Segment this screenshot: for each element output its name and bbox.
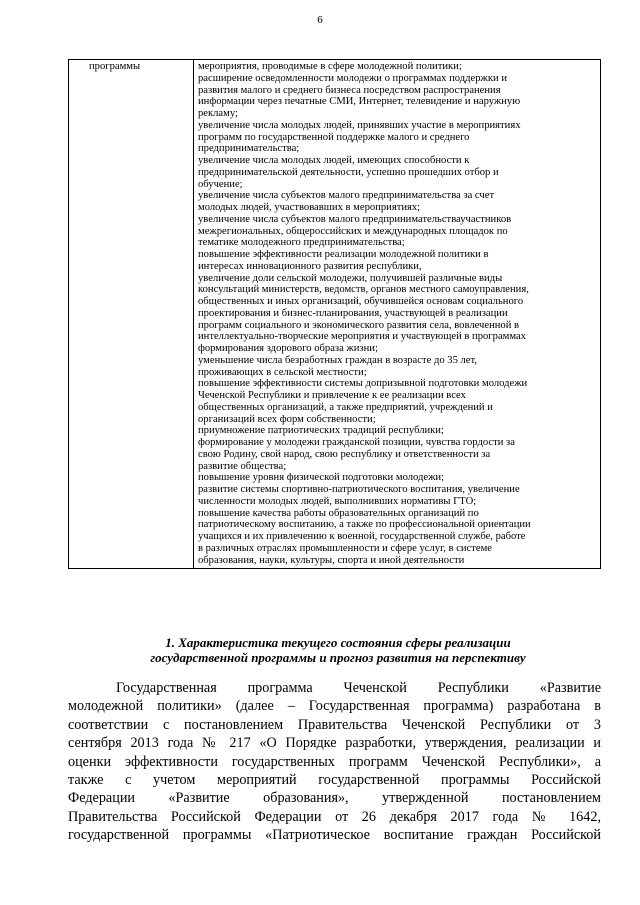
section-title-line: 1. Характеристика текущего состояния сферы реализации (165, 635, 511, 650)
body-line: Федерации «Развитие образования», утвержденной постановлением (68, 790, 601, 807)
body-line: Правительства Российской Федерации от 26 декабря 2017 года № 1642, (68, 808, 601, 825)
table-line: мероприятия, проводимые в сфере молодежной политики; (198, 61, 462, 72)
table-line: консультаций министерств, ведомств, органов местного самоуправления, (198, 284, 529, 296)
table-line: проживающих в сельской местности; (198, 366, 367, 378)
table-line: тематике молодежного предпринимательства; (198, 237, 405, 249)
table-line: увеличение числа субъектов малого предпринимательстваучастников (198, 213, 512, 225)
table-line: развития малого и среднего бизнеса посредством распространения (198, 84, 501, 96)
table-row (69, 60, 601, 569)
table-line: формирование у молодежи гражданской позиции, чувства гордости за (198, 437, 515, 448)
table-line: повышение эффективности системы допризывной подготовки молодежи (198, 378, 528, 390)
table-line: развитие системы спортивно-патриотического воспитания, увеличение (198, 484, 520, 495)
table-line: в различных отраслях промышленности и сфере услуг, в системе (198, 542, 493, 554)
table-line: предпринимательства; (198, 143, 300, 155)
body-line: молодежной политики» (далее – Государственная программа) разработана в (68, 698, 601, 715)
table-line: Чеченской Республики и привлечение к ее реализации всех (198, 390, 466, 401)
table-label-cell: программы (69, 60, 194, 569)
table-line: образования, науки, культуры, спорта и иной деятельности (198, 554, 465, 566)
table-content-cell (194, 60, 601, 569)
body-line: Государственная программа Чеченской Республики «Развитие (116, 680, 601, 696)
table-line: увеличение числа субъектов малого предпринимательства за счет (198, 190, 495, 202)
table-line: развитие общества; (198, 460, 287, 472)
table-line: формирования здорового образа жизни; (198, 343, 378, 354)
section-title (68, 635, 608, 665)
body-paragraph (68, 679, 601, 845)
table-line: интеллектуально-творческие мероприятия и участвующей в программах (198, 331, 526, 343)
table-line: повышение эффективности реализации молодежной политики в (198, 249, 489, 260)
table-line: расширение осведомленности молодежи о программах поддержки и (198, 72, 508, 84)
section-title-line: государственной программы и прогноз развития на перспективу (150, 650, 526, 665)
table-line: повышение уровня физической подготовки молодежи; (198, 472, 445, 484)
table-line: информации через печатные СМИ, Интернет, телевидение и наружную (198, 96, 521, 108)
table-line: увеличение числа молодых людей, принявших участие в мероприятиях (198, 119, 521, 131)
table-line: предпринимательской деятельности, успешно прошедших отбор и (198, 166, 499, 178)
table-line: проектирования и бизнес-планирования, участвующей в реализации (198, 307, 508, 319)
table-line: общественных и иных организаций, обучившейся основам социального (198, 296, 524, 307)
table-line: численности молодых людей, выполнивших нормативы ГТО; (198, 495, 477, 507)
table-line: приумножение патриотических традиций республики; (198, 425, 444, 437)
table-line: увеличение доли сельской молодежи, получившей различные виды (198, 272, 503, 284)
body-line: оценки эффективности государственных программ Чеченской Республики», а (68, 753, 601, 770)
table-line: рекламу; (198, 108, 238, 119)
table-line: интересах инновационного развития республики, (198, 260, 422, 272)
body-line: также с учетом мероприятий государственной программы Российской (68, 772, 601, 789)
table-line: учащихся и их привлечению к военной, государственной службе, работе (198, 531, 526, 542)
table-line: обучение; (198, 178, 243, 190)
table-line: молодых людей, участвовавших в мероприятиях; (198, 202, 421, 213)
page-number: 6 (317, 14, 323, 26)
table-line: повышение качества работы образовательных организаций по (198, 507, 479, 519)
table-line: программ по государственной поддержке малого и среднего (198, 131, 470, 143)
body-line: сентября 2013 года № 217 «О Порядке разработки, утверждения, реализации и (68, 735, 601, 752)
table-line: увеличение числа молодых людей, имеющих способности к (198, 155, 470, 166)
table-line: межрегиональных, общероссийских и международных площадок по (198, 225, 508, 237)
body-line: соответствии с постановлением Правительства Чеченской Республики от 3 (68, 716, 601, 733)
table-line: организаций всех форм собственности; (198, 413, 376, 425)
table-line: программ социального и экономического развития села, вовлеченной в (198, 319, 520, 331)
table-line: уменьшение числа безработных граждан в возрасте до 35 лет, (198, 354, 477, 366)
body-line: государственной программы «Патриотическое воспитание граждан Российской (68, 827, 601, 844)
table-line: патриотическому воспитанию, а также по профессиональной ориентации (198, 519, 531, 531)
program-goals-table (68, 59, 601, 569)
table-line: свою Родину, свой народ, свою республику и ответственности за (198, 448, 491, 460)
table-line: общественных организаций, а также предприятий, учреждений и (198, 401, 493, 413)
